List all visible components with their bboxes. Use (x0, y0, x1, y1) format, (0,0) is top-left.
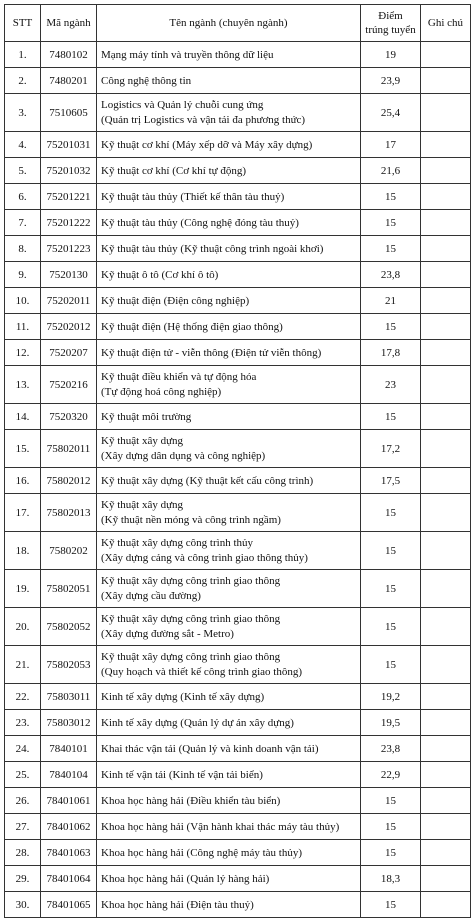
table-row (5, 184, 471, 210)
table-row (5, 646, 471, 684)
row-stt: 7. (5, 210, 41, 236)
row-ghi-chu (421, 532, 471, 570)
row-ten-line: Kỹ thuật xây dựng (Kỹ thuật kết cấu công trình) (101, 474, 314, 487)
row-ten-line: Kinh tế vận tải (Kinh tế vận tải biển) (101, 768, 263, 781)
row-ma-nganh: 75201222 (41, 210, 97, 236)
row-diem: 25,4 (361, 94, 421, 132)
row-ten-line: Kỹ thuật môi trường (101, 410, 192, 423)
row-ten-nganh (97, 892, 361, 918)
row-ten-nganh (97, 366, 361, 404)
row-ma-nganh: 75802052 (41, 608, 97, 646)
row-stt: 22. (5, 684, 41, 710)
row-diem: 19,2 (361, 684, 421, 710)
row-ghi-chu (421, 94, 471, 132)
row-stt: 5. (5, 158, 41, 184)
row-diem: 17,5 (361, 468, 421, 494)
row-ghi-chu (421, 814, 471, 840)
row-diem: 15 (361, 314, 421, 340)
row-ten-nganh (97, 570, 361, 608)
row-ma-nganh: 7480102 (41, 42, 97, 68)
row-stt: 29. (5, 866, 41, 892)
row-stt: 6. (5, 184, 41, 210)
row-diem: 15 (361, 840, 421, 866)
row-ma-nganh: 7840101 (41, 736, 97, 762)
row-ten-nganh (97, 314, 361, 340)
table-row (5, 430, 471, 468)
row-diem: 15 (361, 892, 421, 918)
row-ma-nganh: 7580202 (41, 532, 97, 570)
table-row (5, 762, 471, 788)
row-ma-nganh: 75803011 (41, 684, 97, 710)
row-ghi-chu (421, 288, 471, 314)
table-row (5, 262, 471, 288)
row-ten-line: Khoa học hàng hải (Điều khiển tàu biển) (101, 794, 281, 807)
row-ten-nganh (97, 684, 361, 710)
row-ma-nganh: 75802013 (41, 494, 97, 532)
row-ma-nganh: 75802053 (41, 646, 97, 684)
row-diem: 21 (361, 288, 421, 314)
row-ma-nganh: 7480201 (41, 68, 97, 94)
row-ma-nganh: 75201032 (41, 158, 97, 184)
row-ten-line: Kỹ thuật điện (Hệ thống điện giao thông) (101, 320, 283, 333)
row-stt: 23. (5, 710, 41, 736)
table-row (5, 736, 471, 762)
row-ghi-chu (421, 236, 471, 262)
table-row (5, 494, 471, 532)
row-ten-line: (Xây dựng dân dụng và công nghiệp) (101, 449, 266, 462)
row-ten-nganh (97, 814, 361, 840)
row-ten-nganh (97, 184, 361, 210)
row-diem: 15 (361, 570, 421, 608)
table-row (5, 68, 471, 94)
table-row (5, 814, 471, 840)
row-stt: 4. (5, 132, 41, 158)
row-stt: 8. (5, 236, 41, 262)
row-stt: 3. (5, 94, 41, 132)
row-diem: 15 (361, 608, 421, 646)
row-ghi-chu (421, 430, 471, 468)
row-ma-nganh: 75202012 (41, 314, 97, 340)
row-diem: 19,5 (361, 710, 421, 736)
row-ma-nganh: 75802011 (41, 430, 97, 468)
row-ten-line: Kỹ thuật xây dựng (101, 434, 184, 447)
row-ghi-chu (421, 42, 471, 68)
header-diem-line2: trúng tuyển (365, 24, 416, 36)
row-ten-line: Kỹ thuật xây dựng công trình thủy (101, 536, 253, 549)
row-diem: 15 (361, 646, 421, 684)
header-ten-nganh: Tên ngành (chuyên ngành) (97, 5, 361, 42)
row-stt: 20. (5, 608, 41, 646)
row-ghi-chu (421, 210, 471, 236)
row-ghi-chu (421, 68, 471, 94)
row-ten-nganh (97, 236, 361, 262)
row-stt: 21. (5, 646, 41, 684)
row-ma-nganh: 78401065 (41, 892, 97, 918)
row-ghi-chu (421, 468, 471, 494)
table-row (5, 314, 471, 340)
table-row (5, 132, 471, 158)
row-ten-line: (Quản trị Logistics và vận tải đa phương thức) (101, 113, 306, 126)
row-stt: 30. (5, 892, 41, 918)
row-ma-nganh: 78401062 (41, 814, 97, 840)
row-ma-nganh: 78401063 (41, 840, 97, 866)
row-stt: 19. (5, 570, 41, 608)
table-row (5, 840, 471, 866)
table-row (5, 366, 471, 404)
table-row (5, 340, 471, 366)
row-stt: 15. (5, 430, 41, 468)
row-stt: 1. (5, 42, 41, 68)
row-ghi-chu (421, 684, 471, 710)
row-diem: 23,9 (361, 68, 421, 94)
row-ten-line: (Xây dựng cảng và công trình giao thông thủy) (101, 551, 308, 564)
table-row (5, 570, 471, 608)
row-ma-nganh: 7510605 (41, 94, 97, 132)
row-stt: 28. (5, 840, 41, 866)
row-ghi-chu (421, 892, 471, 918)
row-ten-line: Kỹ thuật xây dựng công trình giao thông (101, 574, 281, 587)
row-stt: 18. (5, 532, 41, 570)
row-diem: 17 (361, 132, 421, 158)
table-row (5, 236, 471, 262)
row-ten-nganh (97, 762, 361, 788)
row-diem: 15 (361, 532, 421, 570)
row-ten-line: Kỹ thuật xây dựng (101, 498, 184, 511)
row-ten-line: Logistics và Quản lý chuỗi cung ứng (101, 98, 264, 111)
row-ghi-chu (421, 262, 471, 288)
table-row (5, 892, 471, 918)
table-row (5, 94, 471, 132)
row-ten-nganh (97, 430, 361, 468)
row-ten-line: Kỹ thuật điện tử - viễn thông (Điện tử viễn thông) (101, 346, 322, 359)
row-ten-nganh (97, 608, 361, 646)
row-diem: 15 (361, 814, 421, 840)
header-ghi-chu: Ghi chú (421, 5, 471, 42)
row-ten-line: (Quy hoạch và thiết kế công trình giao thông) (101, 665, 303, 678)
row-diem: 15 (361, 210, 421, 236)
row-ten-nganh (97, 840, 361, 866)
row-ten-line: Khoa học hàng hải (Công nghệ máy tàu thủy) (101, 846, 303, 859)
row-ma-nganh: 7520320 (41, 404, 97, 430)
score-table (4, 4, 471, 918)
row-ten-nganh (97, 710, 361, 736)
row-ghi-chu (421, 788, 471, 814)
row-ghi-chu (421, 736, 471, 762)
table-row (5, 608, 471, 646)
row-ma-nganh: 75202011 (41, 288, 97, 314)
row-ten-line: Kỹ thuật xây dựng công trình giao thông (101, 650, 281, 663)
row-ten-nganh (97, 262, 361, 288)
row-ten-line: Kỹ thuật điện (Điện công nghiệp) (101, 294, 250, 307)
row-stt: 11. (5, 314, 41, 340)
row-ghi-chu (421, 494, 471, 532)
row-ten-line: Khai thác vận tải (Quản lý và kinh doanh vận tải) (101, 742, 319, 755)
row-diem: 23 (361, 366, 421, 404)
row-ten-nganh (97, 42, 361, 68)
row-ma-nganh: 75803012 (41, 710, 97, 736)
row-ten-line: Kinh tế xây dựng (Kinh tế xây dựng) (101, 690, 265, 703)
row-ma-nganh: 7520130 (41, 262, 97, 288)
table-row (5, 42, 471, 68)
row-stt: 26. (5, 788, 41, 814)
row-ghi-chu (421, 646, 471, 684)
row-ghi-chu (421, 404, 471, 430)
table-row (5, 404, 471, 430)
row-ten-line: Kỹ thuật cơ khí (Cơ khí tự động) (101, 164, 246, 177)
header-diem-line1: Điểm (378, 10, 403, 22)
header-stt: STT (5, 5, 41, 42)
row-ten-nganh (97, 404, 361, 430)
row-ghi-chu (421, 340, 471, 366)
row-ten-line: Kỹ thuật điều khiển và tự động hóa (101, 370, 257, 383)
table-row (5, 158, 471, 184)
row-stt: 24. (5, 736, 41, 762)
table-row (5, 210, 471, 236)
row-ma-nganh: 7520207 (41, 340, 97, 366)
row-ten-nganh (97, 132, 361, 158)
row-stt: 17. (5, 494, 41, 532)
row-stt: 10. (5, 288, 41, 314)
admission-score-sheet (4, 4, 470, 918)
row-ten-line: Kỹ thuật tàu thủy (Công nghệ đóng tàu thuỷ) (101, 216, 299, 229)
table-row (5, 468, 471, 494)
row-stt: 16. (5, 468, 41, 494)
row-stt: 25. (5, 762, 41, 788)
row-stt: 27. (5, 814, 41, 840)
header-ma-nganh: Mã ngành (41, 5, 97, 42)
row-ten-nganh (97, 788, 361, 814)
table-row (5, 788, 471, 814)
row-ma-nganh: 75201031 (41, 132, 97, 158)
table-row (5, 288, 471, 314)
row-diem: 15 (361, 788, 421, 814)
row-ten-nganh (97, 494, 361, 532)
header-diem (361, 5, 421, 42)
row-ghi-chu (421, 866, 471, 892)
row-stt: 12. (5, 340, 41, 366)
row-ten-nganh (97, 94, 361, 132)
row-ten-line: Kỹ thuật ô tô (Cơ khí ô tô) (101, 268, 219, 281)
row-ghi-chu (421, 132, 471, 158)
row-ten-line: Kinh tế xây dựng (Quản lý dự án xây dựng) (101, 716, 294, 729)
table-row (5, 532, 471, 570)
row-ten-nganh (97, 646, 361, 684)
row-ma-nganh: 75802012 (41, 468, 97, 494)
row-diem: 23,8 (361, 262, 421, 288)
row-ghi-chu (421, 608, 471, 646)
table-body (5, 42, 471, 918)
row-ten-line: (Kỹ thuật nền móng và công trình ngầm) (101, 513, 281, 526)
row-diem: 15 (361, 236, 421, 262)
row-diem: 22,9 (361, 762, 421, 788)
row-ghi-chu (421, 762, 471, 788)
row-ten-line: Kỹ thuật cơ khí (Máy xếp dỡ và Máy xây dựng) (101, 138, 313, 151)
row-ten-nganh (97, 68, 361, 94)
row-ghi-chu (421, 184, 471, 210)
row-ten-nganh (97, 210, 361, 236)
row-ghi-chu (421, 314, 471, 340)
row-diem: 17,8 (361, 340, 421, 366)
table-row (5, 710, 471, 736)
row-diem: 23,8 (361, 736, 421, 762)
row-ten-line: (Xây dựng đường sắt - Metro) (101, 627, 234, 640)
row-ten-nganh (97, 736, 361, 762)
row-ma-nganh: 7520216 (41, 366, 97, 404)
row-diem: 19 (361, 42, 421, 68)
row-ten-line: Khoa học hàng hải (Vận hành khai thác máy tàu thủy) (101, 820, 340, 833)
row-ten-nganh (97, 866, 361, 892)
row-ten-line: Công nghệ thông tin (101, 74, 192, 87)
row-ma-nganh: 78401064 (41, 866, 97, 892)
row-diem: 18,3 (361, 866, 421, 892)
row-diem: 15 (361, 184, 421, 210)
table-row (5, 866, 471, 892)
row-diem: 21,6 (361, 158, 421, 184)
row-stt: 13. (5, 366, 41, 404)
row-ten-nganh (97, 288, 361, 314)
row-ten-line: Khoa học hàng hải (Quản lý hàng hải) (101, 872, 270, 885)
row-ten-nganh (97, 468, 361, 494)
row-ghi-chu (421, 840, 471, 866)
row-ma-nganh: 78401061 (41, 788, 97, 814)
row-ten-line: Kỹ thuật xây dựng công trình giao thông (101, 612, 281, 625)
row-ghi-chu (421, 710, 471, 736)
row-ma-nganh: 7840104 (41, 762, 97, 788)
row-ghi-chu (421, 570, 471, 608)
row-ma-nganh: 75802051 (41, 570, 97, 608)
row-stt: 14. (5, 404, 41, 430)
row-ghi-chu (421, 366, 471, 404)
row-diem: 17,2 (361, 430, 421, 468)
row-ten-line: Mạng máy tính và truyền thông dữ liệu (101, 48, 274, 61)
row-diem: 15 (361, 494, 421, 532)
row-ten-line: (Tự động hoá công nghiệp) (101, 385, 222, 398)
row-ten-line: Khoa học hàng hải (Điện tàu thuỷ) (101, 898, 254, 911)
header-row (5, 5, 471, 42)
row-stt: 9. (5, 262, 41, 288)
row-ghi-chu (421, 158, 471, 184)
row-ten-line: Kỹ thuật tàu thủy (Thiết kế thân tàu thuỷ) (101, 190, 285, 203)
row-ten-nganh (97, 340, 361, 366)
row-ma-nganh: 75201221 (41, 184, 97, 210)
table-row (5, 684, 471, 710)
row-ten-line: (Xây dựng cầu đường) (101, 589, 201, 602)
row-stt: 2. (5, 68, 41, 94)
row-ten-nganh (97, 532, 361, 570)
row-ma-nganh: 75201223 (41, 236, 97, 262)
row-diem: 15 (361, 404, 421, 430)
row-ten-nganh (97, 158, 361, 184)
row-ten-line: Kỹ thuật tàu thủy (Kỹ thuật công trình ngoài khơi) (101, 242, 324, 255)
